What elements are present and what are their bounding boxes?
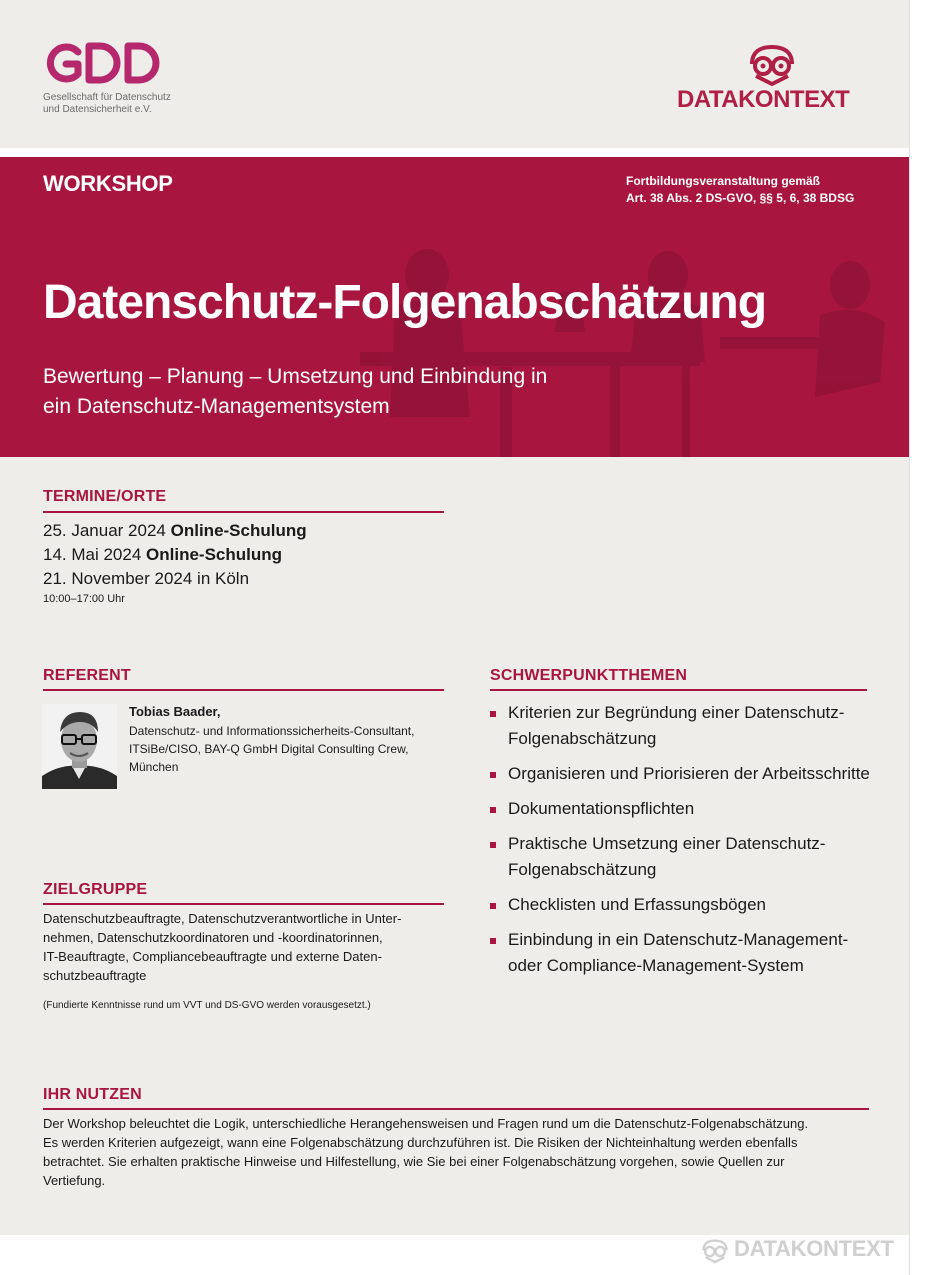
audience-line: nehmen, Datenschutzkoordinatoren und -koordinatorinnen, (43, 930, 383, 945)
referent-heading: REFERENT (43, 667, 131, 684)
gdd-subtitle (43, 92, 171, 116)
zielgruppe-heading: ZIELGRUPPE (43, 881, 148, 898)
owl-icon (746, 44, 798, 86)
referent-rule (43, 689, 444, 691)
title-banner (0, 157, 909, 457)
topic-line: Kriterien zur Begründung einer Datenschutz- (508, 703, 845, 722)
schwerpunkt-rule (490, 689, 867, 691)
date-entry (43, 519, 307, 543)
bullet-icon (490, 807, 496, 813)
bullet-icon (490, 772, 496, 778)
speaker-desc-line: ITSiBe/CISO, BAY-Q GmbH Digital Consulting Crew, (129, 742, 409, 756)
topic-line: Checklisten und Erfassungsbögen (508, 895, 766, 914)
topic-item (490, 927, 870, 979)
termine-rule (43, 511, 444, 513)
schwerpunkt-heading: SCHWERPUNKTTHEMEN (490, 667, 688, 684)
datakontext-logo: DATAKONTEXT (677, 86, 850, 113)
subtitle-line: Bewertung – Planung – Umsetzung und Einbindung in (43, 365, 548, 388)
certification-line: Fortbildungsveranstaltung gemäß (626, 174, 821, 188)
event-type-label: WORKSHOP (43, 171, 173, 196)
speaker-description (129, 722, 429, 776)
audience-line: IT-Beauftragte, Compliancebeauftragte und externe Daten- (43, 949, 382, 964)
page-title: Datenschutz-Folgenabschätzung (43, 276, 767, 329)
topic-item (490, 700, 870, 752)
footer-owl-icon (700, 1238, 730, 1264)
nutzen-rule (43, 1108, 869, 1110)
bullet-icon (490, 711, 496, 717)
subtitle-line: ein Datenschutz-Managementsystem (43, 395, 390, 418)
gdd-subtitle-line: Gesellschaft für Datenschutz (43, 92, 171, 103)
zielgruppe-rule (43, 903, 444, 905)
date-entry (43, 543, 307, 567)
event-time: 10:00–17:00 Uhr (43, 593, 125, 605)
dates-list (43, 519, 307, 591)
topic-line: oder Compliance-Management-System (508, 956, 804, 975)
topic-line: Organisieren und Priorisieren der Arbeitsschritte (508, 764, 870, 783)
date-text: 14. Mai 2024 (43, 545, 142, 564)
topic-item (490, 892, 870, 918)
footer-logo: DATAKONTEXT (734, 1236, 894, 1261)
speaker-desc-line: München (129, 760, 179, 774)
gdd-logo-mark (42, 40, 164, 86)
audience-line: schutzbeauftragte (43, 968, 147, 983)
nutzen-heading: IHR NUTZEN (43, 1086, 142, 1103)
gdd-subtitle-line: und Datensicherheit e.V. (43, 104, 152, 115)
bullet-icon (490, 938, 496, 944)
date-location: Online-Schulung (146, 545, 283, 564)
benefits-line: Vertiefung. (43, 1173, 106, 1188)
topic-line: Folgenabschätzung (508, 860, 657, 879)
header-divider (0, 148, 909, 157)
speaker-desc-line: Datenschutz- und Informationssicherheits-Consultant, (129, 724, 415, 738)
target-audience-text (43, 909, 443, 985)
speaker-photo (42, 704, 117, 789)
topic-item (490, 831, 870, 883)
date-text: 25. Januar 2024 (43, 521, 166, 540)
bullet-icon (490, 903, 496, 909)
date-location: Online-Schulung (170, 521, 307, 540)
certification-line: Art. 38 Abs. 2 DS-GVO, §§ 5, 6, 38 BDSG (626, 191, 855, 205)
date-text: 21. November 2024 in Köln (43, 569, 250, 588)
certification-note (626, 173, 854, 207)
topic-item (490, 796, 870, 822)
topics-list (490, 700, 870, 988)
benefits-text (43, 1114, 869, 1190)
audience-line: Datenschutzbeauftragte, Datenschutzverantwortliche in Unter- (43, 911, 402, 926)
benefits-line: betrachtet. Sie erhalten praktische Hinweise und Hilfestellung, wie Sie bei einer Folgenabschätzung vorgehen, sowie Quellen zur (43, 1154, 785, 1169)
topic-item (490, 761, 870, 787)
benefits-line: Der Workshop beleuchtet die Logik, unterschiedliche Herangehensweisen und Fragen rund um die Datenschutz-Folgenabschätzung. (43, 1116, 809, 1131)
page-subtitle (43, 362, 643, 422)
topic-line: Einbindung in ein Datenschutz-Management- (508, 930, 849, 949)
bullet-icon (490, 842, 496, 848)
termine-heading: TERMINE/ORTE (43, 488, 167, 505)
prerequisite-note: (Fundierte Kenntnisse rund um VVT und DS-GVO werden vorausgesetzt.) (43, 1000, 371, 1011)
benefits-line: Es werden Kriterien aufgezeigt, wann eine Folgenabschätzung durchzuführen ist. Die Risiken der Nichteinhaltung werden ebenfalls (43, 1135, 798, 1150)
topic-line: Folgenabschätzung (508, 729, 657, 748)
speaker-name: Tobias Baader, (129, 704, 221, 719)
date-entry (43, 567, 307, 591)
page-edge (909, 0, 947, 1275)
speaker-portrait-image (42, 704, 117, 789)
topic-line: Dokumentationspflichten (508, 799, 695, 818)
topic-line: Praktische Umsetzung einer Datenschutz- (508, 834, 826, 853)
gdd-logo (42, 40, 164, 91)
